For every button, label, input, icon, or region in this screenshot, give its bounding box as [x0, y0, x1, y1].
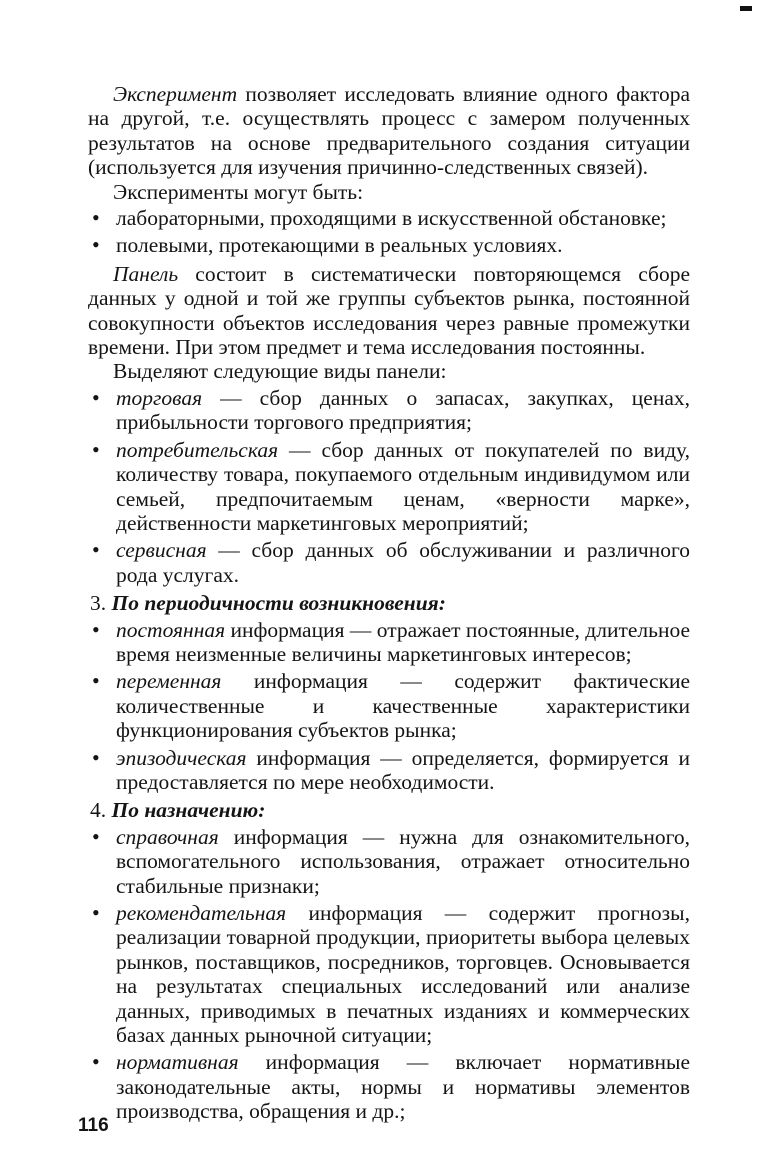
- bullet-icon: •: [92, 205, 100, 231]
- list-item: [88, 438, 690, 536]
- list-item-text: — сбор данных об обслуживании и различного рода услугах.: [116, 538, 690, 587]
- list-item: [88, 206, 690, 230]
- list-item-term: постоянная: [116, 617, 226, 642]
- paragraph-experiments-types: Эксперименты могут быть:: [113, 179, 364, 204]
- list-item-term: потребительская: [116, 437, 279, 462]
- bullet-icon: •: [92, 744, 100, 770]
- bullet-icon: •: [92, 823, 100, 849]
- section-heading: [88, 798, 690, 822]
- bullet-icon: •: [92, 1049, 100, 1075]
- bullet-icon: •: [92, 900, 100, 925]
- paragraph-panel-types: Выделяют следующие виды панели:: [113, 359, 447, 384]
- paragraph-experiment: [88, 82, 690, 180]
- list-item: [88, 669, 690, 742]
- list-item-term: нормативная: [116, 1050, 239, 1075]
- bullet-icon: •: [92, 436, 100, 462]
- list-item-term: торговая: [116, 385, 203, 410]
- list-item-text: лабораторными, проходящими в искусственной обстановке;: [116, 206, 667, 231]
- paragraph-text: позволяет исследовать влияние одного фактора на другой, т.е. осуществлять процесс с замером полученных результатов на основе предварительного создания ситуации (используется для изучения причинно-следственных связей).: [88, 82, 690, 180]
- list-item-text: информация — содержит фактические количественные и качественные характеристики функционирования субъектов рынка;: [116, 669, 690, 743]
- term-experiment: Эксперимент: [113, 82, 238, 106]
- section-number: 4.: [90, 798, 107, 823]
- bullet-icon: •: [92, 384, 100, 410]
- periodicity-list: [88, 618, 690, 795]
- list-item-text: информация — определяется, формируется и предоставляется по мере необходимости.: [116, 745, 690, 794]
- list-item: [88, 746, 690, 795]
- term-panel: Панель: [113, 261, 179, 286]
- section-heading: [88, 591, 690, 615]
- list-item-text: — сбор данных от покупателей по виду, количеству товара, покупаемого отдельным индивидумом или семьей, предпочитаемым ценам, «верности марке», действенности маркетинговых мероприятий;: [116, 437, 690, 535]
- corner-mark: [740, 6, 752, 11]
- paragraph-text: состоит в систематически повторяющемся сборе данных у одной и той же группы субъектов рынка, постоянной совокупности объектов исследования через равные промежутки времени. При этом предмет и тема исследования постоянны.: [88, 261, 690, 360]
- list-item-term: сервисная: [116, 538, 207, 563]
- bullet-icon: •: [92, 668, 100, 694]
- list-item-term: эпизодическая: [116, 745, 247, 770]
- list-item: [88, 233, 690, 257]
- list-item-text: информация — отражает постоянные, длительное время неизменные величины маркетинговых интересов;: [116, 617, 691, 666]
- list-item: [88, 901, 690, 1047]
- section-title: По назначению:: [111, 798, 266, 823]
- list-item: [88, 825, 690, 898]
- purpose-list: [88, 825, 690, 1124]
- bullet-icon: •: [92, 616, 100, 642]
- bullet-icon: •: [92, 232, 100, 258]
- list-item: [88, 618, 690, 667]
- panel-types-list: [88, 386, 690, 587]
- page-content: [88, 82, 690, 1124]
- bullet-icon: •: [92, 537, 100, 563]
- experiment-list: [88, 206, 690, 258]
- list-item-text: информация — нужна для ознакомительного, вспомогательного использования, отражает относительно стабильные признаки;: [116, 824, 690, 898]
- section-title: По периодичности возникновения:: [111, 591, 446, 616]
- section-number: 3.: [90, 591, 107, 616]
- list-item-text: — сбор данных о запасах, закупках, ценах, прибыльности торгового предприятия;: [116, 385, 690, 435]
- list-item-term: рекомендательная: [116, 901, 287, 925]
- paragraph-panel: [88, 262, 690, 360]
- list-item-text: полевыми, протекающими в реальных условиях.: [116, 233, 563, 258]
- page-number: 116: [78, 1115, 109, 1136]
- list-item-term: переменная: [116, 669, 222, 694]
- list-item: [88, 538, 690, 587]
- list-item-term: справочная: [116, 824, 219, 849]
- list-item-text: информация — содержит прогнозы, реализации товарной продукции, приоритеты выбора целевых рынков, поставщиков, посредников, торговцев. Основывается на результатах специальных исследований или анализе данных, приводимых в печатных изданиях и коммерческих базах данных рыночной ситуации;: [116, 901, 690, 1048]
- list-item-text: информация — включает нормативные законодательные акты, нормы и нормативы элементов производства, обращения и др.;: [116, 1050, 690, 1124]
- list-item: [88, 386, 690, 435]
- list-item: [88, 1050, 690, 1123]
